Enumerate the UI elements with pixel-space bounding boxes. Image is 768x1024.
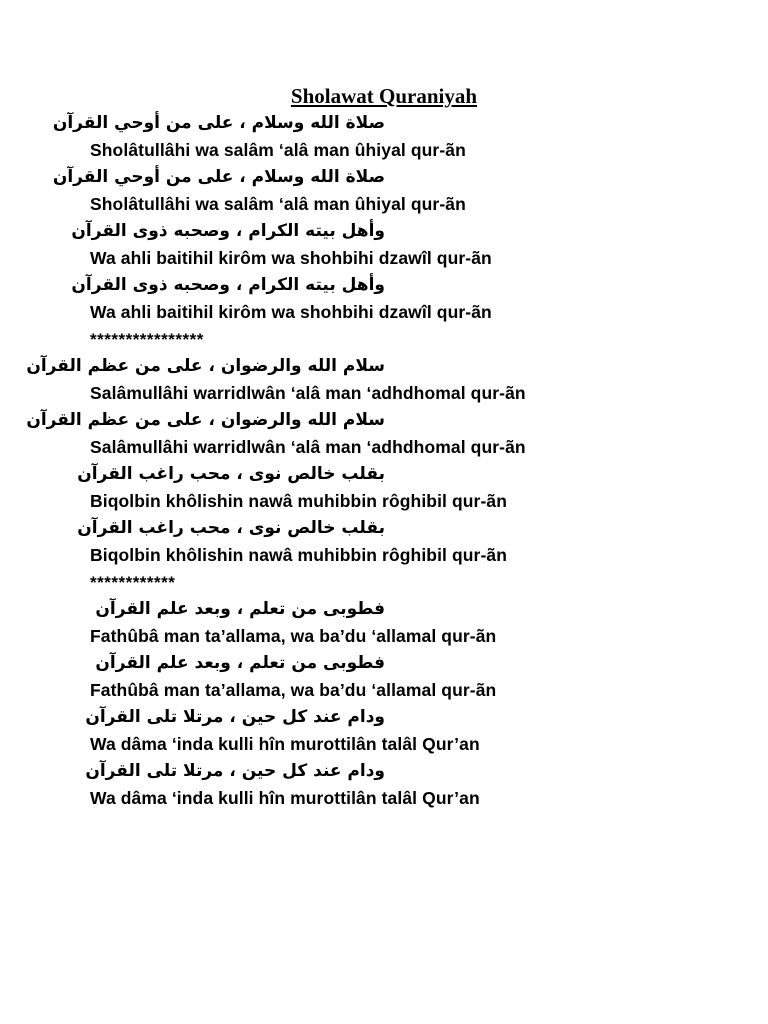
transliteration-line: Biqolbin khôlishin nawâ muhibbin rôghibil qur-ãn	[90, 491, 507, 511]
separator-line: ************	[90, 573, 176, 592]
arabic-line: وأهل بيته الكرام ، وصحبه ذوى القرآن	[71, 221, 385, 241]
arabic-line: فطوبى من تعلم ، وبعد علم القرآن	[95, 653, 385, 673]
arabic-line: وأهل بيته الكرام ، وصحبه ذوى القرآن	[71, 275, 385, 295]
transliteration-line: Biqolbin khôlishin nawâ muhibbin rôghibil qur-ãn	[90, 545, 507, 565]
transliteration-line: Wa dâma ‘inda kulli hîn murottilân talâl Qur’an	[90, 788, 480, 808]
transliteration-line: Wa ahli baitihil kirôm wa shohbihi dzawîl qur-ãn	[90, 248, 492, 268]
arabic-line: فطوبى من تعلم ، وبعد علم القرآن	[95, 599, 385, 619]
separator-line: ****************	[90, 330, 204, 349]
transliteration-line: Salâmullâhi warridlwân ‘alâ man ‘adhdhomal qur-ãn	[90, 437, 526, 457]
lyrics-body	[26, 110, 610, 812]
transliteration-line: Sholâtullâhi wa salâm ‘alâ man ûhiyal qur-ãn	[90, 140, 466, 160]
transliteration-line: Wa ahli baitihil kirôm wa shohbihi dzawîl qur-ãn	[90, 302, 492, 322]
arabic-line: ودام عند كل حين ، مرتلا تلى القرآن	[85, 761, 385, 781]
transliteration-line: Fathûbâ man ta’allama, wa ba’du ‘allamal qur-ãn	[90, 680, 497, 700]
arabic-line: صلاة الله وسلام ، على من أوحي القرآن	[52, 167, 385, 187]
transliteration-line: Wa dâma ‘inda kulli hîn murottilân talâl Qur’an	[90, 734, 480, 754]
transliteration-line: Sholâtullâhi wa salâm ‘alâ man ûhiyal qur-ãn	[90, 194, 466, 214]
arabic-line: سلام الله والرضوان ، على من عظم القرآن	[26, 410, 385, 430]
transliteration-line: Salâmullâhi warridlwân ‘alâ man ‘adhdhomal qur-ãn	[90, 383, 526, 403]
arabic-line: سلام الله والرضوان ، على من عظم القرآن	[26, 356, 385, 376]
arabic-line: ودام عند كل حين ، مرتلا تلى القرآن	[85, 707, 385, 727]
document-title: Sholawat Quraniyah	[290, 84, 478, 108]
transliteration-line: Fathûbâ man ta’allama, wa ba’du ‘allamal qur-ãn	[90, 626, 497, 646]
arabic-line: بقلب خالص نوى ، محب راغب القرآن	[77, 464, 385, 484]
arabic-line: صلاة الله وسلام ، على من أوحي القرآن	[52, 113, 385, 133]
arabic-line: بقلب خالص نوى ، محب راغب القرآن	[77, 518, 385, 538]
